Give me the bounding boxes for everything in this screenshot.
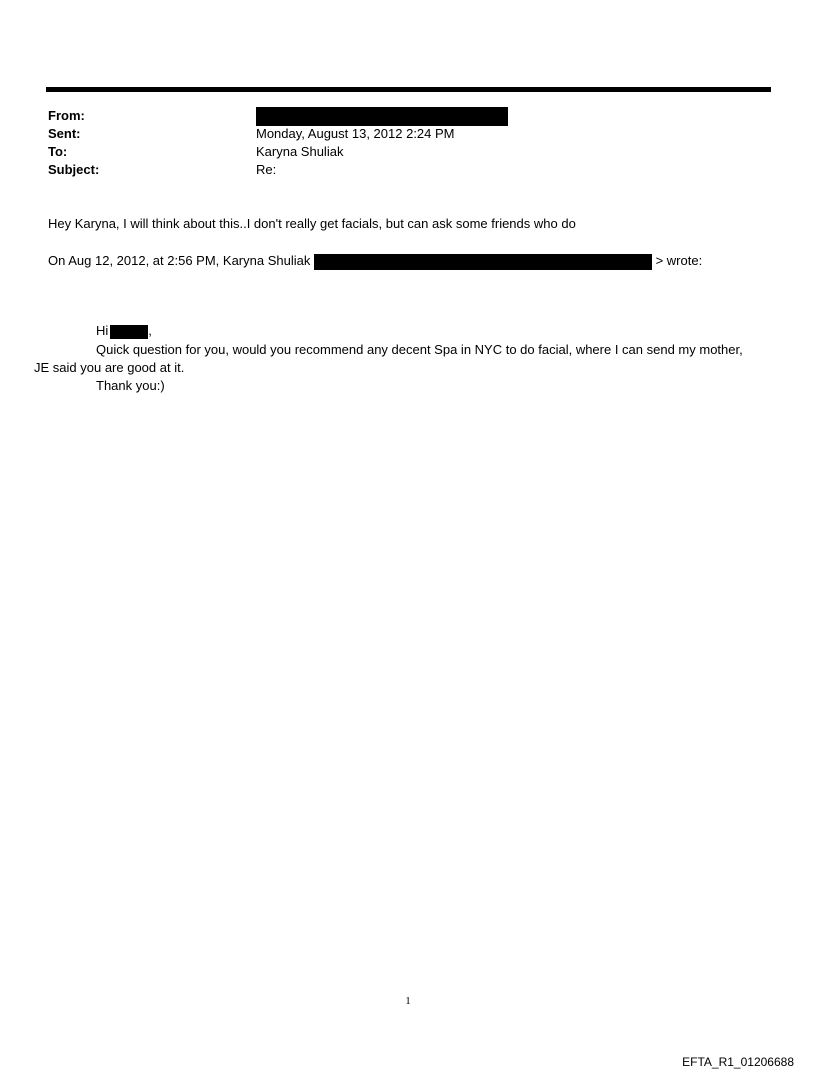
redaction-block — [110, 325, 148, 339]
redaction-block — [314, 254, 652, 270]
question-line-1: Quick question for you, would you recommend any decent Spa in NYC to do facial, where I can send my mother, — [96, 342, 743, 357]
quote-intro-suffix: > wrote: — [655, 253, 703, 268]
reply-text: Hey Karyna, I will think about this..I don't really get facials, but can ask some friends who do — [48, 216, 576, 231]
from-row — [48, 107, 748, 125]
greeting — [96, 322, 152, 340]
subject-value: Re: — [256, 162, 277, 177]
header-divider — [46, 87, 771, 92]
thanks-line: Thank you:) — [96, 378, 165, 393]
subject-label: Subject: — [48, 162, 100, 177]
to-label: To: — [48, 144, 68, 159]
from-label: From: — [48, 108, 85, 123]
subject-row — [48, 161, 748, 179]
greeting-suffix: , — [148, 323, 152, 338]
sent-row — [48, 125, 748, 143]
quote-intro — [48, 252, 702, 270]
document-id: EFTA_R1_01206688 — [682, 1055, 794, 1069]
to-value: Karyna Shuliak — [256, 144, 344, 159]
sent-value: Monday, August 13, 2012 2:24 PM — [256, 126, 455, 141]
redaction-block — [256, 107, 508, 126]
quote-intro-prefix: On Aug 12, 2012, at 2:56 PM, Karyna Shuliak — [48, 253, 311, 268]
question-line-2: JE said you are good at it. — [34, 360, 185, 375]
from-value — [256, 107, 508, 126]
sent-label: Sent: — [48, 126, 81, 141]
to-row — [48, 143, 748, 161]
greeting-prefix: Hi — [96, 323, 109, 338]
page-number: 1 — [405, 995, 411, 1007]
